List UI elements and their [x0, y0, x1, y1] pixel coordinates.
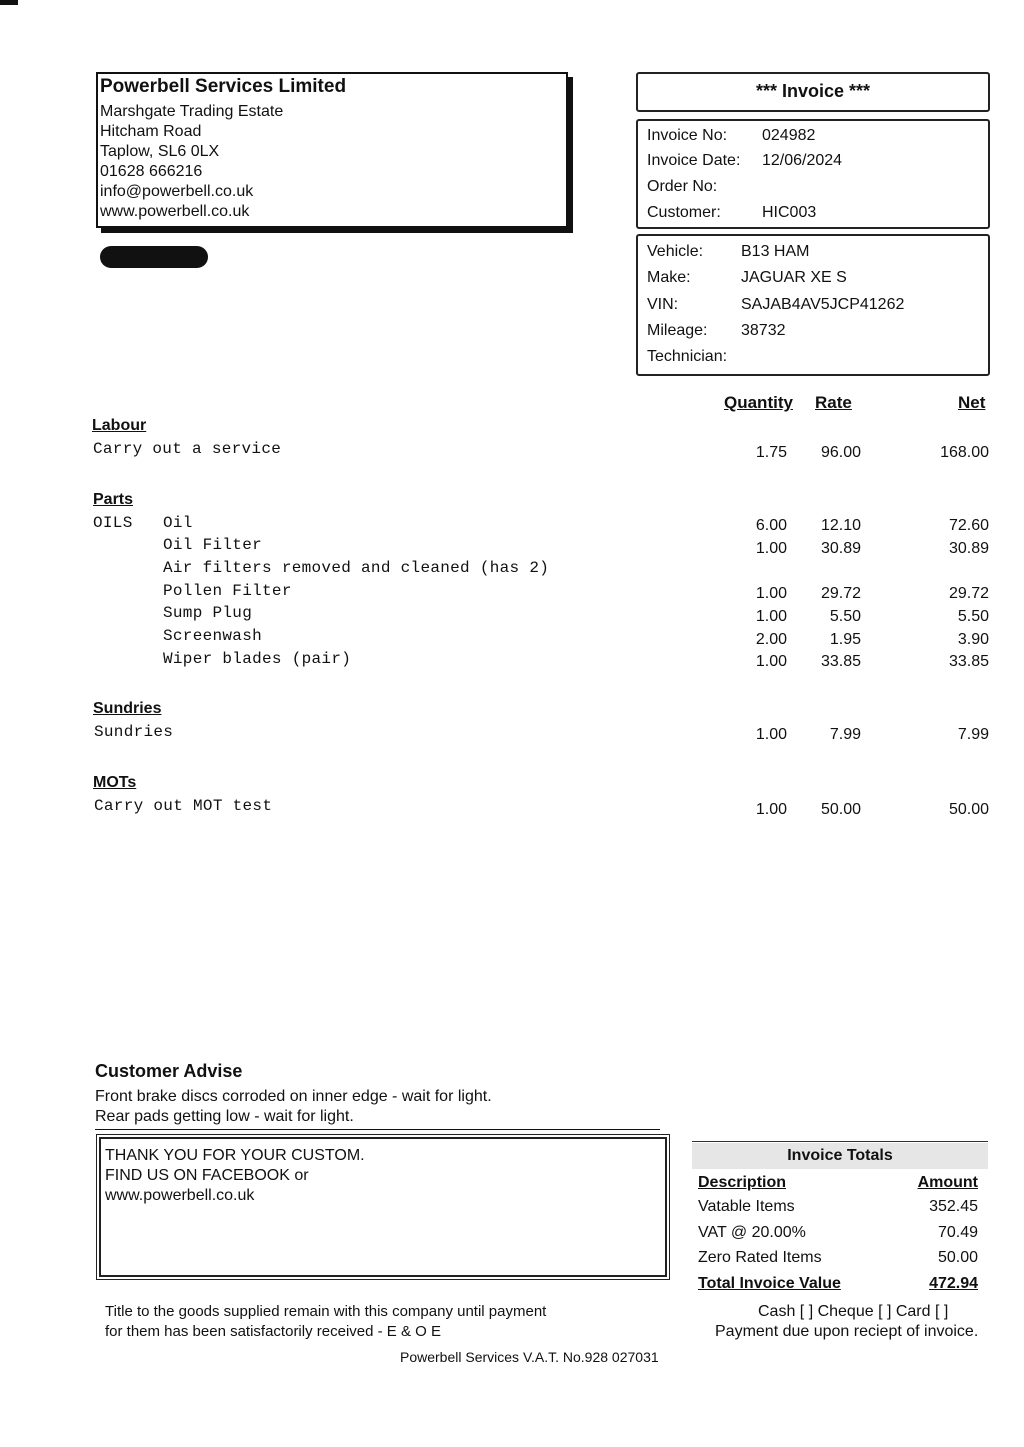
invoice-title: *** Invoice *** — [755, 81, 871, 101]
line-item-desc: Screenwash — [163, 627, 263, 645]
line-item-net: 50.00 — [948, 801, 989, 818]
line-item-qty: 1.00 — [755, 540, 787, 557]
line-item-rate: 12.10 — [820, 517, 861, 534]
make-label: Make: — [647, 269, 691, 286]
vehicle-vin: SAJAB4AV5JCP41262 — [741, 296, 905, 313]
customer-advise-title: Customer Advise — [95, 1061, 243, 1081]
line-item-qty: 1.00 — [755, 801, 787, 818]
line-item-desc: Oil — [163, 514, 193, 532]
advise-line: Rear pads getting low - wait for light. — [95, 1108, 354, 1125]
vin-label: VIN: — [647, 296, 679, 313]
vehicle-reg: B13 HAM — [741, 243, 810, 260]
line-item-qty: 1.00 — [755, 726, 787, 743]
line-item-net: 7.99 — [957, 726, 989, 743]
address-line: Hitcham Road — [100, 123, 202, 140]
line-item-qty: 1.00 — [755, 585, 787, 602]
line-item-qty: 1.75 — [755, 444, 787, 461]
line-item-desc: Oil Filter — [163, 536, 263, 554]
totals-amount-header: Amount — [917, 1174, 978, 1191]
customer-code: HIC003 — [762, 204, 817, 221]
line-item-rate: 5.50 — [829, 608, 861, 625]
line-item-qty: 1.00 — [755, 608, 787, 625]
parts-section-title: Parts — [93, 491, 134, 508]
payment-due-note: Payment due upon reciept of invoice. — [715, 1323, 979, 1340]
invoice-date: 12/06/2024 — [762, 152, 843, 169]
line-item-rate: 29.72 — [820, 585, 861, 602]
thanks-website: www.powerbell.co.uk — [105, 1187, 255, 1204]
terms-line: for them has been satisfactorily received - E & O E — [105, 1323, 441, 1340]
line-item-rate: 30.89 — [820, 540, 861, 557]
totals-row-label: Zero Rated Items — [698, 1249, 822, 1266]
line-item-desc: Sundries — [94, 723, 174, 741]
totals-title: Invoice Totals — [787, 1147, 893, 1164]
line-item-net: 30.89 — [948, 540, 989, 557]
quantity-column-header: Quantity — [724, 393, 793, 412]
rate-column-header: Rate — [815, 393, 852, 412]
redaction-mark — [100, 246, 208, 268]
line-item-net: 72.60 — [948, 517, 989, 534]
labour-section-title: Labour — [92, 417, 147, 434]
totals-description-header: Description — [698, 1174, 787, 1191]
line-item-desc: Carry out a service — [93, 440, 282, 458]
line-item-net: 29.72 — [948, 585, 989, 602]
company-address-box — [96, 72, 568, 228]
vehicle-info-box — [636, 234, 990, 376]
invoice-no: 024982 — [762, 127, 816, 144]
vehicle-make: JAGUAR XE S — [741, 269, 847, 286]
totals-row-label: VAT @ 20.00% — [698, 1224, 806, 1241]
invoice-date-label: Invoice Date: — [647, 152, 741, 169]
company-website: www.powerbell.co.uk — [100, 203, 250, 220]
terms-line: Title to the goods supplied remain with this company until payment — [105, 1303, 547, 1320]
line-item-qty: 1.00 — [755, 653, 787, 670]
technician-label: Technician: — [647, 348, 728, 365]
order-no-label: Order No: — [647, 178, 718, 195]
mileage-label: Mileage: — [647, 322, 708, 339]
thank-you-box — [99, 1137, 667, 1277]
address-line: Marshgate Trading Estate — [100, 103, 284, 120]
line-item-rate: 50.00 — [820, 801, 861, 818]
invoice-info-box — [636, 119, 990, 229]
line-item-desc: Air filters removed and cleaned (has 2) — [163, 559, 550, 577]
invoice-title-box — [636, 72, 990, 112]
line-item-rate: 7.99 — [829, 726, 861, 743]
address-line: Taplow, SL6 0LX — [100, 143, 220, 160]
totals-top-rule — [692, 1141, 988, 1142]
totals-row-label: Vatable Items — [698, 1198, 795, 1215]
totals-row-value: 70.49 — [937, 1224, 978, 1241]
invoice-no-label: Invoice No: — [647, 127, 728, 144]
thanks-line: FIND US ON FACEBOOK or — [105, 1167, 309, 1184]
line-item-qty: 6.00 — [755, 517, 787, 534]
advise-line: Front brake discs corroded on inner edge - wait for light. — [95, 1088, 492, 1105]
total-invoice-value-label: Total Invoice Value — [698, 1275, 841, 1292]
totals-row-value: 352.45 — [929, 1198, 978, 1215]
line-item-net: 168.00 — [940, 444, 989, 461]
line-item-rate: 1.95 — [829, 631, 861, 648]
line-item-rate: 33.85 — [820, 653, 861, 670]
total-invoice-value: 472.94 — [929, 1275, 978, 1292]
customer-label: Customer: — [647, 204, 721, 221]
line-item-desc: Sump Plug — [163, 604, 253, 622]
vat-number: Powerbell Services V.A.T. No.928 027031 — [400, 1349, 659, 1365]
mots-section-title: MOTs — [93, 774, 137, 791]
vehicle-mileage: 38732 — [741, 322, 786, 339]
line-item-desc: Wiper blades (pair) — [163, 650, 352, 668]
line-item-desc: Carry out MOT test — [94, 797, 273, 815]
payment-methods: Cash [ ] Cheque [ ] Card [ ] — [758, 1303, 949, 1320]
line-item-qty: 2.00 — [755, 631, 787, 648]
totals-row-value: 50.00 — [937, 1249, 978, 1266]
line-item-rate: 96.00 — [820, 444, 861, 461]
thanks-line: THANK YOU FOR YOUR CUSTOM. — [105, 1147, 365, 1164]
sundries-section-title: Sundries — [93, 700, 162, 717]
company-phone: 01628 666216 — [100, 163, 203, 180]
line-item-net: 5.50 — [957, 608, 989, 625]
line-item-net: 3.90 — [957, 631, 989, 648]
company-email: info@powerbell.co.uk — [100, 183, 254, 200]
line-item-net: 33.85 — [948, 653, 989, 670]
parts-group-label: OILS — [93, 514, 133, 532]
vehicle-label: Vehicle: — [647, 243, 704, 260]
net-column-header: Net — [958, 393, 986, 412]
company-name: Powerbell Services Limited — [100, 76, 347, 97]
invoice-totals-box — [692, 1141, 988, 1301]
advise-divider — [95, 1129, 660, 1130]
scan-corner-mark — [0, 0, 18, 5]
line-item-desc: Pollen Filter — [163, 582, 292, 600]
